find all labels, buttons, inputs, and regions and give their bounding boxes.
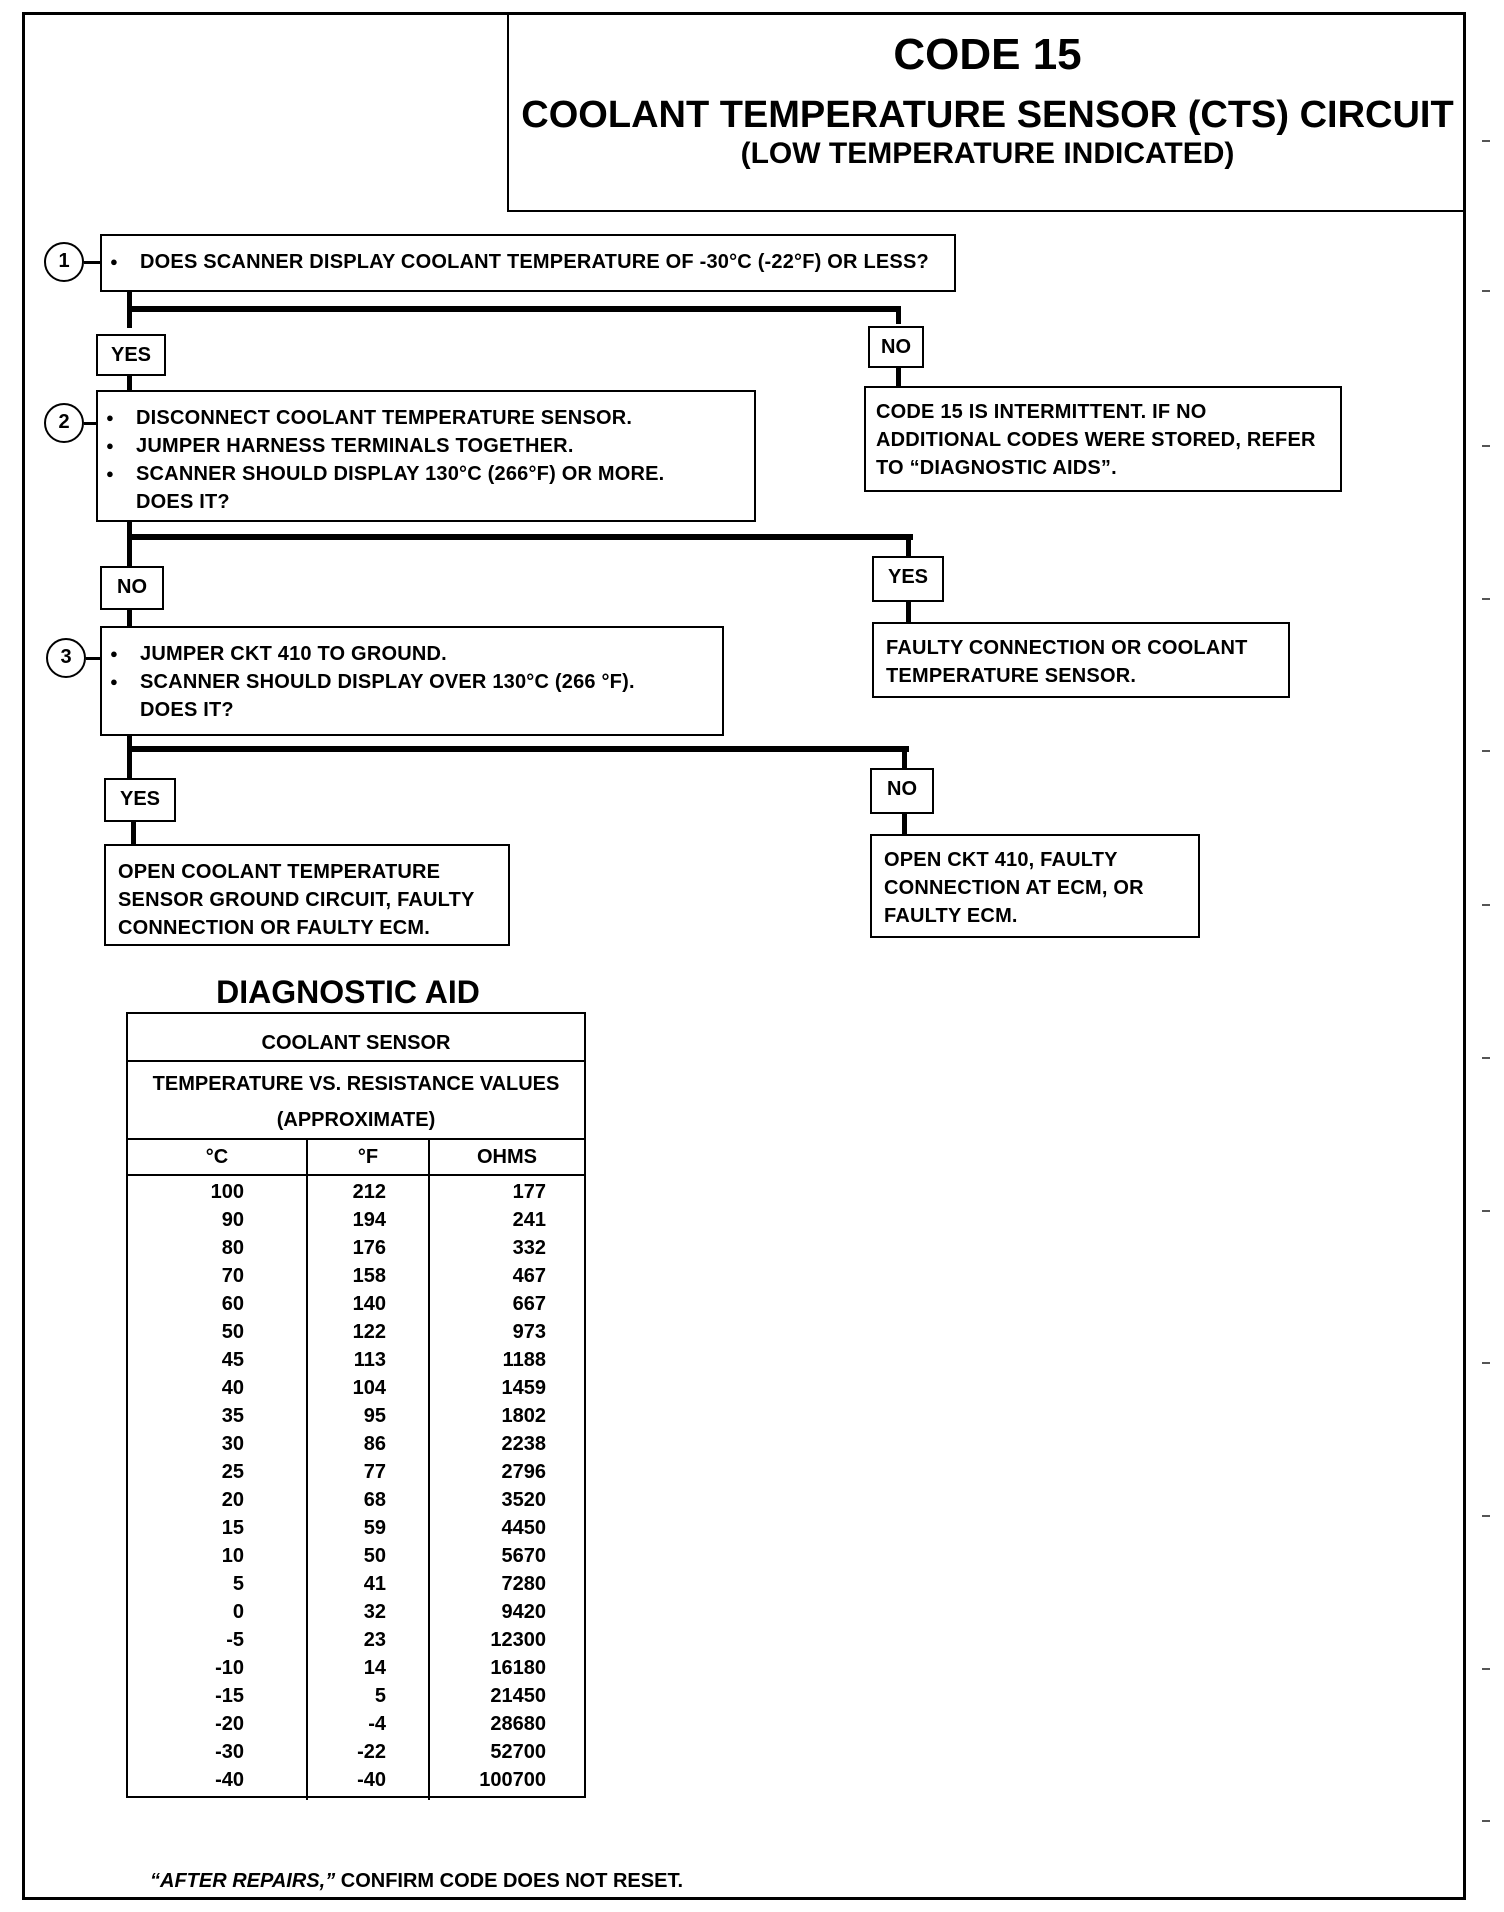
celsius-cell: 20 [221, 1489, 244, 1511]
column-celsius: °C [128, 1140, 308, 1174]
celsius-cell: 80 [221, 1237, 244, 1259]
step-2-line: ● JUMPER HARNESS TERMINALS TOGETHER. [98, 432, 754, 460]
result-line: TO “DIAGNOSTIC AIDS”. [876, 457, 1117, 479]
fahrenheit-cell: 140 [352, 1293, 386, 1315]
ohms-cell: 16180 [490, 1657, 546, 1679]
code-title: CODE 15 [893, 30, 1082, 79]
no-label-3: NO [870, 768, 934, 814]
result-line: CODE 15 IS INTERMITTENT. IF NO [876, 401, 1207, 423]
fahrenheit-cell: 104 [352, 1377, 386, 1399]
celsius-cell: 50 [221, 1321, 244, 1343]
ohms-cell: 1802 [501, 1405, 546, 1427]
result-intermittent [864, 386, 1342, 492]
flow-line [127, 306, 901, 312]
yes-label-2: YES [872, 556, 944, 602]
column-fahrenheit: °F [308, 1140, 430, 1174]
ohms-cell: 1188 [502, 1349, 546, 1371]
ohms-cell: 12300 [490, 1629, 546, 1651]
edge-mark [1482, 445, 1490, 447]
step-1-box [100, 234, 956, 292]
celsius-cell: 60 [221, 1293, 244, 1315]
ohms-cell: 9420 [501, 1601, 546, 1623]
ohms-cell: 332 [512, 1237, 546, 1259]
edge-mark [1482, 1820, 1490, 1822]
celsius-cell: 25 [221, 1461, 244, 1483]
fahrenheit-cell: 212 [352, 1181, 386, 1203]
fahrenheit-cell: 95 [363, 1405, 386, 1427]
flow-line [127, 522, 132, 566]
footer-italic: “AFTER REPAIRS,” [150, 1870, 336, 1892]
result-open-ckt [870, 834, 1200, 938]
fahrenheit-cell: 113 [353, 1349, 386, 1371]
edge-mark [1482, 598, 1490, 600]
ohms-cell: 28680 [490, 1713, 546, 1735]
step-3-line: ● SCANNER SHOULD DISPLAY OVER 130°C (266 °F). [102, 668, 722, 696]
flow-line [896, 306, 901, 324]
ohms-cell: 5670 [501, 1545, 546, 1567]
celsius-cell: 15 [221, 1517, 244, 1539]
step-1-number: 1 [44, 242, 84, 282]
diagnostic-aid-title: DIAGNOSTIC AID [216, 974, 480, 1010]
result-line: OPEN CKT 410, FAULTY [884, 849, 1118, 871]
ohms-cell: 2796 [501, 1461, 546, 1483]
fahrenheit-cell: 14 [363, 1657, 386, 1679]
result-line: FAULTY ECM. [884, 905, 1018, 927]
celsius-cell: 90 [221, 1209, 244, 1231]
step-2-box [96, 390, 756, 522]
celsius-cell: 30 [221, 1433, 244, 1455]
edge-mark [1482, 904, 1490, 906]
celsius-cell: -20 [215, 1713, 244, 1735]
ohms-column [430, 1176, 584, 1800]
fahrenheit-cell: 77 [363, 1461, 386, 1483]
fahrenheit-cell: 122 [352, 1321, 386, 1343]
table-subheader-line: (APPROXIMATE) [276, 1109, 436, 1131]
ohms-cell: 241 [512, 1209, 546, 1231]
celsius-cell: -5 [226, 1629, 244, 1651]
ohms-cell: 973 [512, 1321, 546, 1343]
result-line: OPEN COOLANT TEMPERATURE [118, 861, 441, 883]
result-line: ADDITIONAL CODES WERE STORED, REFER [876, 429, 1316, 451]
flow-line [131, 822, 136, 846]
step-2-question: DOES IT? [136, 491, 230, 513]
step-3-number: 3 [46, 638, 86, 678]
table-column-headers [128, 1140, 584, 1176]
fahrenheit-cell: 59 [363, 1517, 386, 1539]
step-2-line: ● SCANNER SHOULD DISPLAY 130°C (266°F) OR MORE. [98, 460, 754, 488]
fahrenheit-cell: 194 [352, 1209, 386, 1231]
celsius-cell: 35 [221, 1405, 244, 1427]
column-ohms: OHMS [477, 1146, 537, 1168]
yes-label-3: YES [104, 778, 176, 822]
ohms-cell: 667 [512, 1293, 546, 1315]
celsius-cell: -15 [215, 1685, 244, 1707]
ohms-cell: 21450 [490, 1685, 546, 1707]
edge-mark [1482, 1362, 1490, 1364]
result-line: FAULTY CONNECTION OR COOLANT [886, 637, 1248, 659]
fahrenheit-cell: 5 [374, 1685, 386, 1707]
result-line: CONNECTION AT ECM, OR [884, 877, 1144, 899]
fahrenheit-column [308, 1176, 430, 1800]
fahrenheit-cell: -4 [368, 1713, 386, 1735]
fahrenheit-cell: 158 [352, 1265, 386, 1287]
step-2-line: ● DISCONNECT COOLANT TEMPERATURE SENSOR. [98, 404, 754, 432]
table-body [128, 1176, 584, 1800]
ohms-cell: 3520 [501, 1489, 546, 1511]
footer-note [150, 1870, 683, 1893]
celsius-column [128, 1176, 308, 1800]
ohms-cell: 7280 [501, 1573, 546, 1595]
edge-mark [1482, 1210, 1490, 1212]
flow-line [127, 736, 132, 778]
fahrenheit-cell: 176 [352, 1237, 386, 1259]
circuit-title: COOLANT TEMPERATURE SENSOR (CTS) CIRCUIT [521, 94, 1454, 136]
fahrenheit-cell: 86 [363, 1433, 386, 1455]
flow-line [127, 746, 909, 752]
flow-line [127, 534, 913, 540]
celsius-cell: 40 [221, 1377, 244, 1399]
flow-line [902, 746, 907, 768]
fahrenheit-cell: 68 [363, 1489, 386, 1511]
edge-mark [1482, 1668, 1490, 1670]
table-subheader-line: TEMPERATURE VS. RESISTANCE VALUES [152, 1073, 560, 1095]
celsius-cell: 100 [210, 1181, 244, 1203]
flow-line [896, 368, 901, 388]
step-2-number: 2 [44, 403, 84, 443]
celsius-cell: 5 [232, 1573, 244, 1595]
flow-line [127, 376, 132, 390]
edge-mark [1482, 290, 1490, 292]
celsius-cell: 70 [221, 1265, 244, 1287]
flow-line [902, 814, 907, 836]
ohms-cell: 2238 [501, 1433, 546, 1455]
flow-line [906, 534, 911, 556]
ohms-cell: 100700 [479, 1769, 546, 1791]
no-label-2: NO [100, 566, 164, 610]
edge-mark [1482, 1057, 1490, 1059]
result-open-ground [104, 844, 510, 946]
resistance-table [126, 1012, 586, 1798]
flow-line [906, 602, 911, 622]
edge-mark [1482, 750, 1490, 752]
result-faulty-sensor [872, 622, 1290, 698]
celsius-cell: -40 [215, 1769, 244, 1791]
result-line: TEMPERATURE SENSOR. [886, 665, 1137, 687]
step-3-question: DOES IT? [140, 699, 234, 721]
step-3-box [100, 626, 724, 736]
fahrenheit-cell: 41 [363, 1573, 386, 1595]
fahrenheit-cell: -22 [357, 1741, 386, 1763]
ohms-cell: 467 [512, 1265, 546, 1287]
result-line: SENSOR GROUND CIRCUIT, FAULTY [118, 889, 475, 911]
ohms-cell: 52700 [490, 1741, 546, 1763]
ohms-cell: 1459 [501, 1377, 546, 1399]
table-subheader [128, 1062, 584, 1140]
ohms-cell: 177 [512, 1181, 546, 1203]
step-1-question: ● DOES SCANNER DISPLAY COOLANT TEMPERATURE OF -30°C (-22°F) OR LESS? [102, 248, 954, 276]
celsius-cell: 10 [221, 1545, 244, 1567]
footer-text: CONFIRM CODE DOES NOT RESET. [335, 1870, 684, 1892]
ohms-cell: 4450 [501, 1517, 546, 1539]
no-label-1: NO [868, 326, 924, 368]
fahrenheit-cell: 32 [363, 1601, 386, 1623]
edge-mark [1482, 1515, 1490, 1517]
fahrenheit-cell: 50 [363, 1545, 386, 1567]
yes-label-1: YES [96, 334, 166, 376]
celsius-cell: -10 [215, 1657, 244, 1679]
result-line: CONNECTION OR FAULTY ECM. [118, 917, 431, 939]
edge-mark [1482, 140, 1490, 142]
celsius-cell: 45 [221, 1349, 244, 1371]
fahrenheit-cell: 23 [363, 1629, 386, 1651]
fahrenheit-cell: -40 [357, 1769, 386, 1791]
step-3-line: ● JUMPER CKT 410 TO GROUND. [102, 640, 722, 668]
title-block [507, 12, 1466, 212]
celsius-cell: -30 [215, 1741, 244, 1763]
table-header: COOLANT SENSOR [128, 1014, 584, 1062]
celsius-cell: 0 [232, 1601, 244, 1623]
condition-title: (LOW TEMPERATURE INDICATED) [740, 137, 1235, 170]
